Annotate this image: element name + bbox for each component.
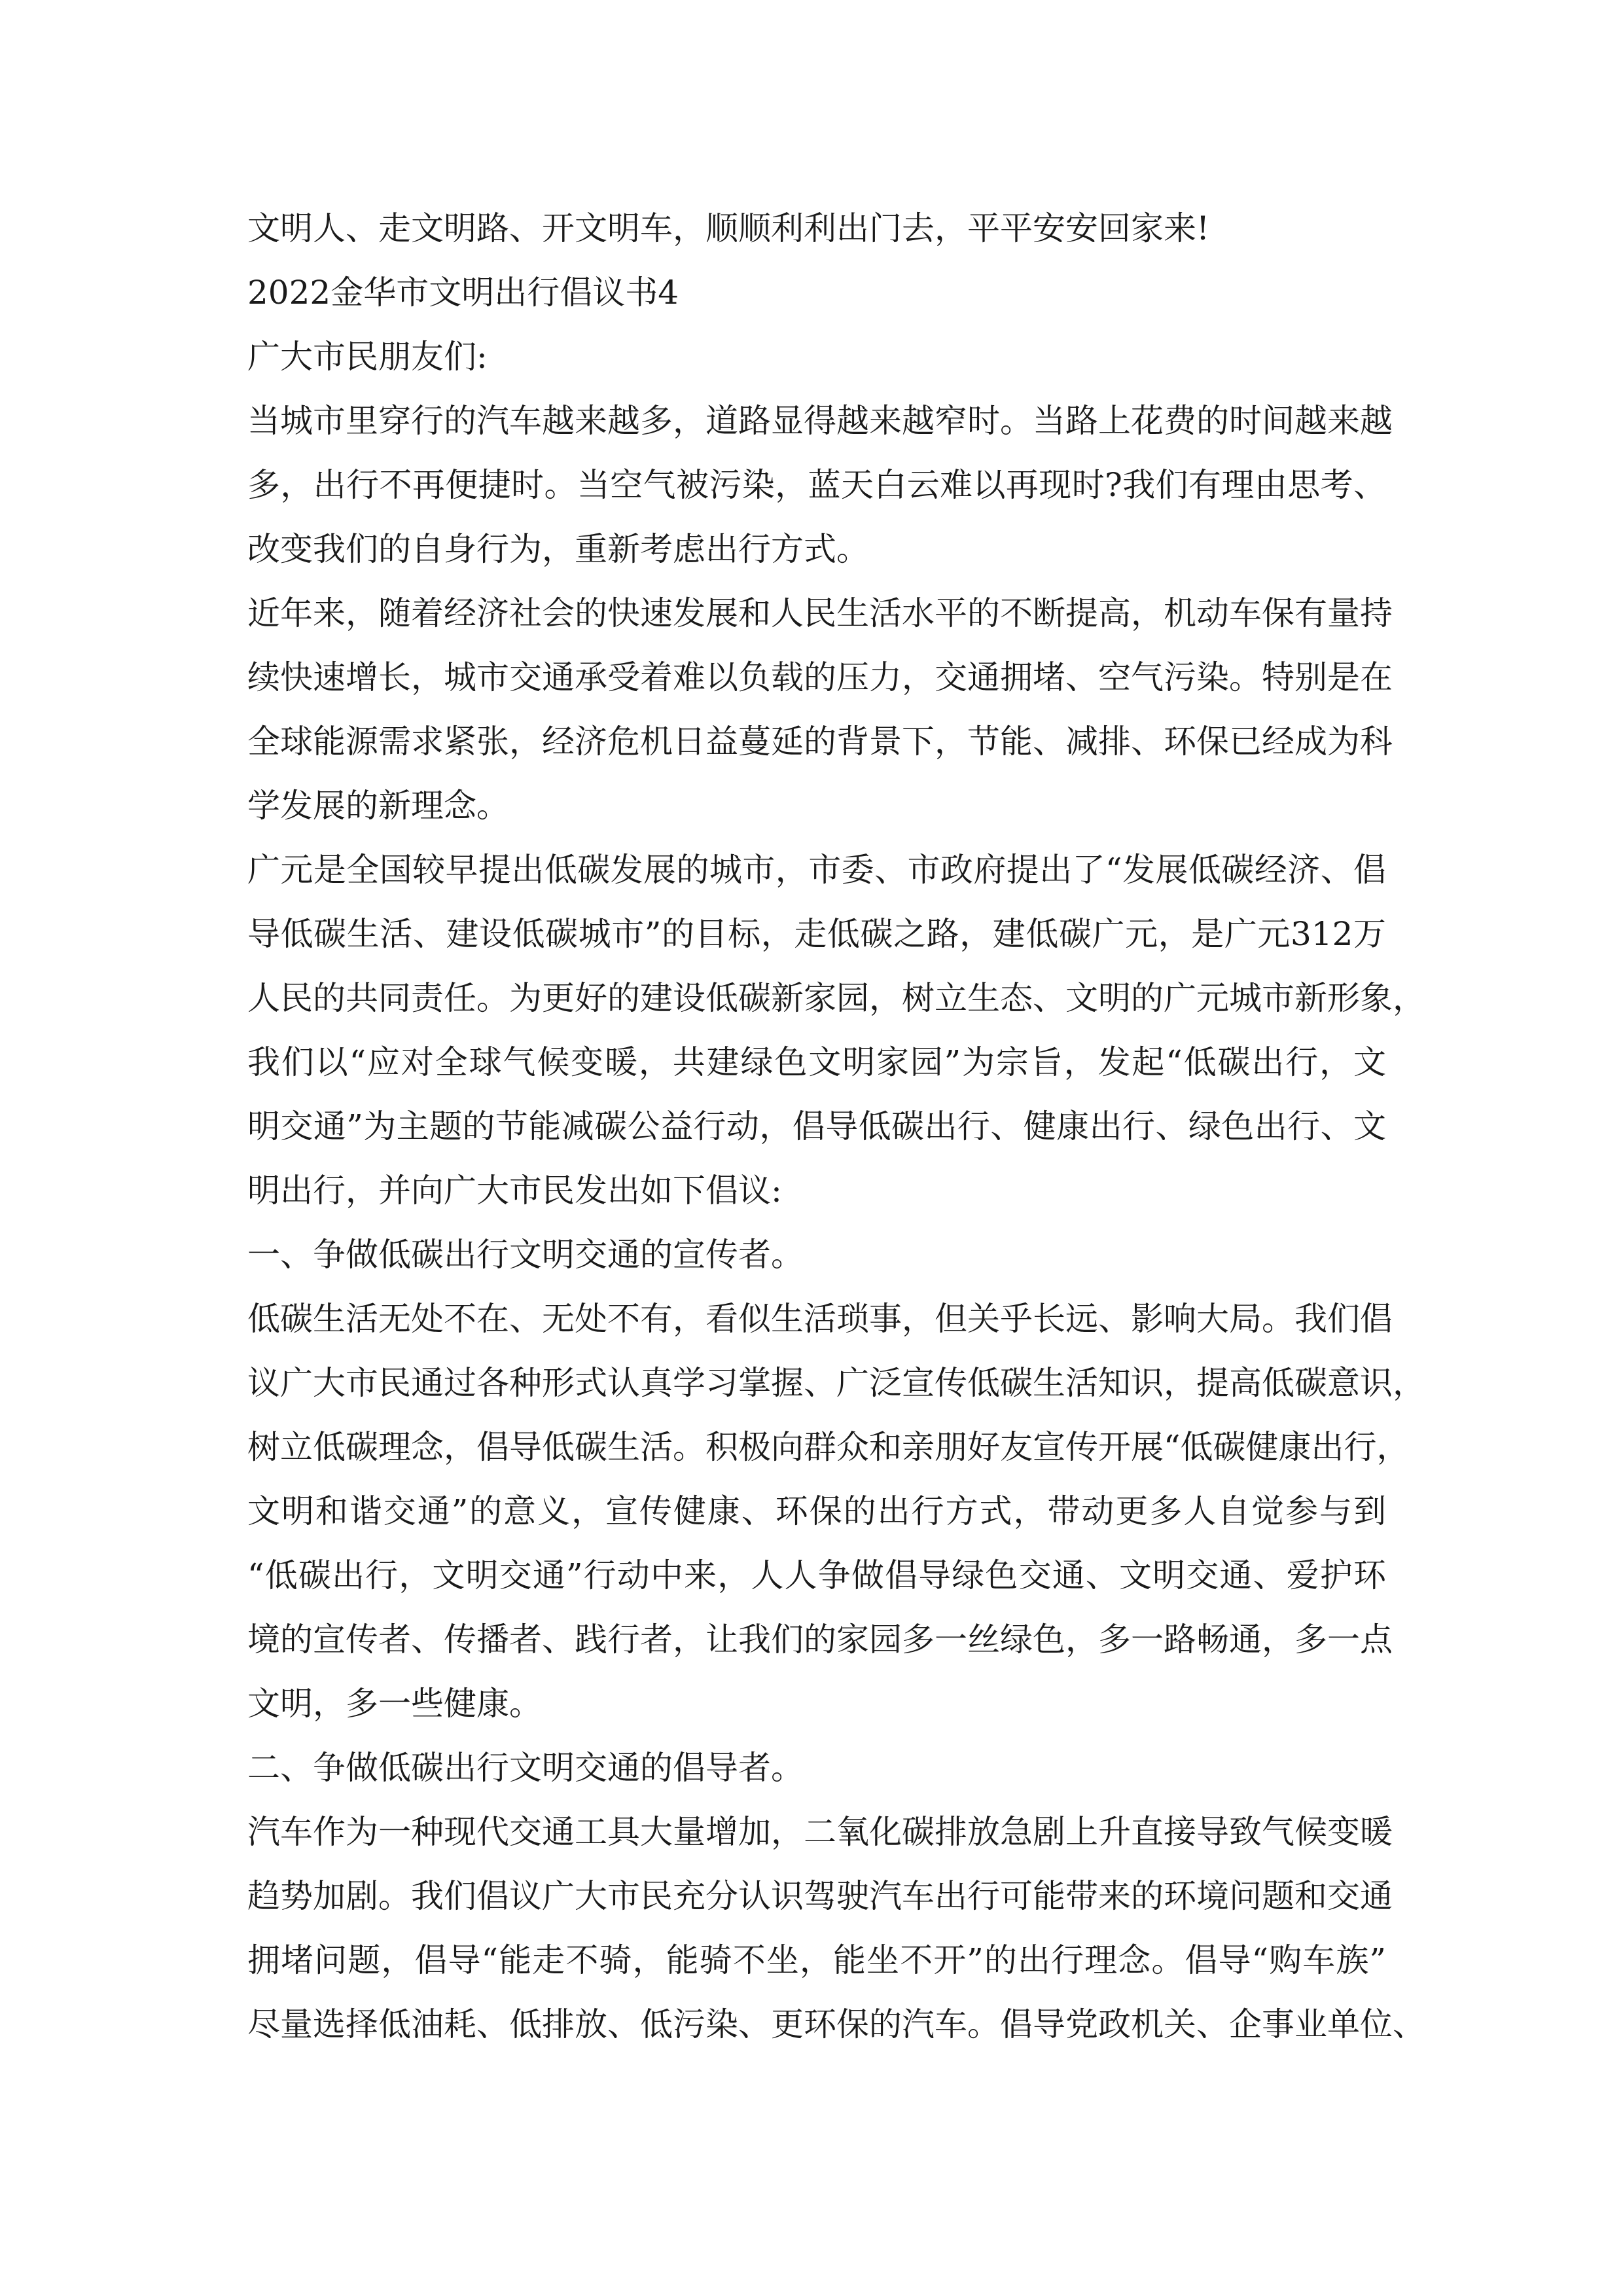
paragraph-line: “低碳出行，文明交通”行动中来，人人争做倡导绿色交通、文明交通、爱护环 (247, 1556, 1386, 1594)
paragraph-line: 多，出行不再便捷时。当空气被污染，蓝天白云难以再现时?我们有理由思考、 (247, 466, 1386, 504)
text-line: 文明人、走文明路、开文明车，顺顺利利出门去，平平安安回家来! (247, 209, 1210, 247)
paragraph-line: 汽车作为一种现代交通工具大量增加，二氧化碳排放急剧上升直接导致气候变暖 (247, 1813, 1393, 1851)
list-heading: 一、争做低碳出行文明交通的宣传者。 (247, 1236, 804, 1274)
paragraph-line: 趋势加剧。我们倡议广大市民充分认识驾驶汽车出行可能带来的环境问题和交通 (247, 1877, 1393, 1915)
paragraph-line: 改变我们的自身行为，重新考虑出行方式。 (247, 530, 869, 568)
paragraph-line: 明交通”为主题的节能减碳公益行动，倡导低碳出行、健康出行、绿色出行、文 (247, 1107, 1386, 1145)
paragraph-line: 全球能源需求紧张，经济危机日益蔓延的背景下，节能、减排、环保已经成为科 (247, 723, 1393, 761)
paragraph-line: 文明和谐交通”的意义，宣传健康、环保的出行方式，带动更多人自觉参与到 (247, 1492, 1386, 1530)
paragraph-line: 我们以“应对全球气候变暖，共建绿色文明家园”为宗旨，发起“低碳出行，文 (247, 1043, 1386, 1081)
salutation: 广大市民朋友们: (247, 338, 488, 376)
paragraph-line: 广元是全国较早提出低碳发展的城市，市委、市政府提出了“发展低碳经济、倡 (247, 851, 1386, 889)
paragraph-line: 导低碳生活、建设低碳城市”的目标，走低碳之路，建低碳广元，是广元312万 (247, 915, 1386, 953)
paragraph-line: 明出行，并向广大市民发出如下倡议: (247, 1172, 782, 1210)
paragraph-line: 尽量选择低油耗、低排放、低污染、更环保的汽车。倡导党政机关、企事业单位、 (247, 2005, 1425, 2043)
paragraph-line: 近年来，随着经济社会的快速发展和人民生活水平的不断提高，机动车保有量持 (247, 594, 1393, 632)
paragraph-line: 议广大市民通过各种形式认真学习掌握、广泛宣传低碳生活知识，提高低碳意识， (247, 1364, 1425, 1402)
paragraph-line: 树立低碳理念，倡导低碳生活。积极向群众和亲朋好友宣传开展“低碳健康出行， (247, 1428, 1410, 1466)
document-body (247, 196, 1425, 2056)
paragraph-line: 学发展的新理念。 (247, 787, 509, 825)
paragraph-line: 低碳生活无处不在、无处不有，看似生活琐事，但关乎长远、影响大局。我们倡 (247, 1300, 1393, 1338)
paragraph-line: 人民的共同责任。为更好的建设低碳新家园，树立生态、文明的广元城市新形象， (247, 979, 1425, 1017)
section-title: 2022金华市文明出行倡议书4 (247, 274, 679, 312)
paragraph-line: 文明，多一些健康。 (247, 1685, 542, 1723)
paragraph-line: 当城市里穿行的汽车越来越多，道路显得越来越窄时。当路上花费的时间越来越 (247, 402, 1393, 440)
list-heading: 二、争做低碳出行文明交通的倡导者。 (247, 1749, 804, 1787)
paragraph-line: 拥堵问题，倡导“能走不骑，能骑不坐，能坐不开”的出行理念。倡导“购车族” (247, 1941, 1386, 1979)
paragraph-line: 续快速增长，城市交通承受着难以负载的压力，交通拥堵、空气污染。特别是在 (247, 658, 1393, 696)
paragraph-line: 境的宣传者、传播者、践行者，让我们的家园多一丝绿色，多一路畅通，多一点 (247, 1621, 1393, 1659)
